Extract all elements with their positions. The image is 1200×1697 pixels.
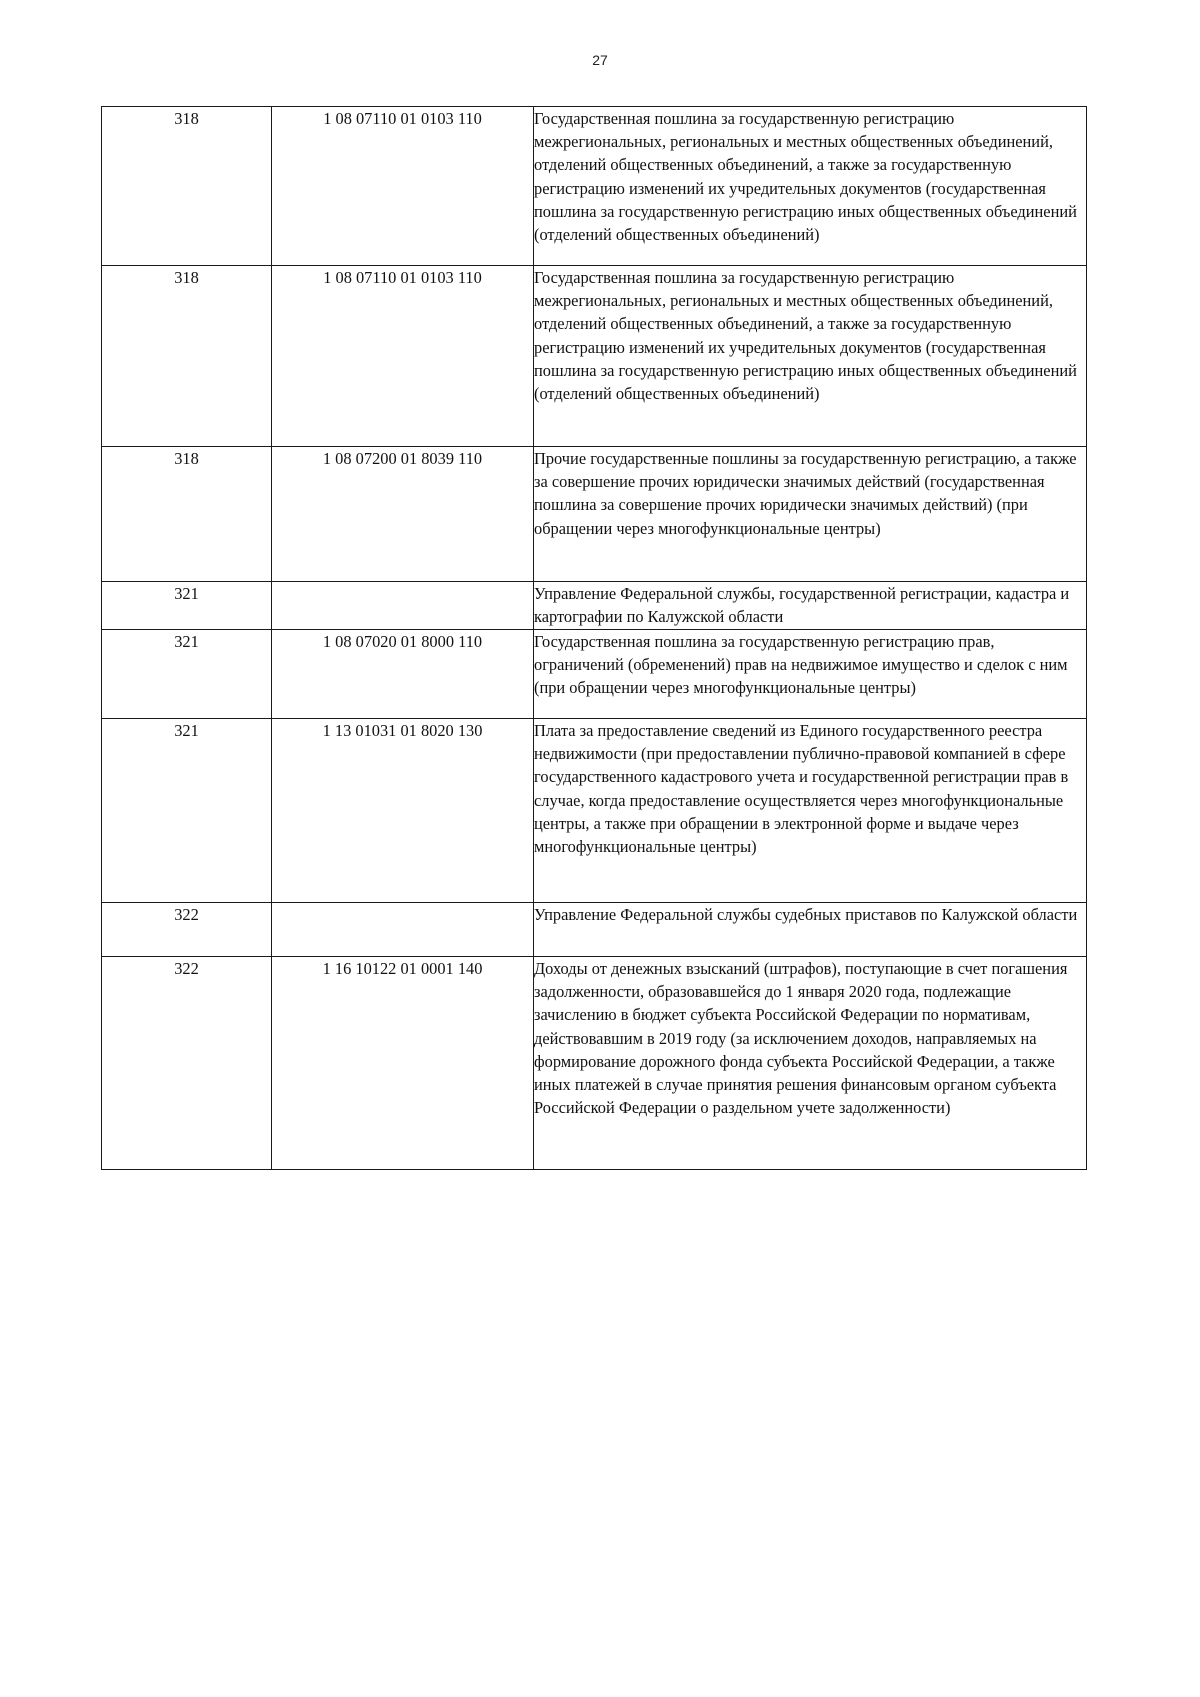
admin-code-cell: 321: [102, 582, 272, 630]
description-cell: Управление Федеральной службы, государственной регистрации, кадастра и картографии по Калужской области: [534, 582, 1087, 630]
description-cell: Управление Федеральной службы судебных приставов по Калужской области: [534, 903, 1087, 957]
admin-code-cell: 322: [102, 903, 272, 957]
description-cell: Государственная пошлина за государственную регистрацию межрегиональных, региональных и местных общественных объединений, отделений общественных объединений, а также за государственную регистрацию изменений их учредительных документов (государственная пошлина за государственную регистрацию иных общественных объединений (отделений общественных объединений): [534, 107, 1087, 266]
admin-code-cell: 321: [102, 630, 272, 719]
admin-code-cell: 321: [102, 719, 272, 903]
table-row: [102, 719, 1087, 903]
admin-code-cell: 318: [102, 447, 272, 582]
table-row: [102, 266, 1087, 447]
budget-code-cell: 1 08 07110 01 0103 110: [272, 107, 534, 266]
budget-code-cell: 1 08 07020 01 8000 110: [272, 630, 534, 719]
description-cell: Прочие государственные пошлины за государственную регистрацию, а также за совершение прочих юридически значимых действий (государственная пошлина за совершение прочих юридически значимых действий) (при обращении через многофункциональные центры): [534, 447, 1087, 582]
admin-code-cell: 318: [102, 266, 272, 447]
description-cell: Доходы от денежных взысканий (штрафов), поступающие в счет погашения задолженности, образовавшейся до 1 января 2020 года, подлежащие зачислению в бюджет субъекта Российской Федерации по нормативам, действовавшим в 2019 году (за исключением доходов, направляемых на формирование дорожного фонда субъекта Российской Федерации, а также иных платежей в случае принятия решения финансовым органом субъекта Российской Федерации о раздельном учете задолженности): [534, 957, 1087, 1170]
table-row: [102, 582, 1087, 630]
page-number: 27: [592, 52, 608, 68]
budget-code-cell: 1 13 01031 01 8020 130: [272, 719, 534, 903]
description-cell: Государственная пошлина за государственную регистрацию прав, ограничений (обременений) прав на недвижимое имущество и сделок с ним (при обращении через многофункциональные центры): [534, 630, 1087, 719]
table-row: [102, 447, 1087, 582]
budget-code-cell: 1 08 07200 01 8039 110: [272, 447, 534, 582]
table-row: [102, 903, 1087, 957]
description-cell: Плата за предоставление сведений из Единого государственного реестра недвижимости (при предоставлении публично-правовой компанией в сфере государственного кадастрового учета и государственной регистрации прав в случае, когда предоставление осуществляется через многофункциональные центры, а также при обращении в электронной форме и выдаче через многофункциональные центры): [534, 719, 1087, 903]
budget-code-cell: [272, 582, 534, 630]
table-row: [102, 630, 1087, 719]
description-cell: Государственная пошлина за государственную регистрацию межрегиональных, региональных и местных общественных объединений, отделений общественных объединений, а также за государственную регистрацию изменений их учредительных документов (государственная пошлина за государственную регистрацию иных общественных объединений (отделений общественных объединений): [534, 266, 1087, 447]
budget-code-cell: [272, 903, 534, 957]
budget-code-cell: 1 16 10122 01 0001 140: [272, 957, 534, 1170]
admin-code-cell: 322: [102, 957, 272, 1170]
table-row: [102, 957, 1087, 1170]
admin-code-cell: 318: [102, 107, 272, 266]
table-row: [102, 107, 1087, 266]
revenue-codes-table: [101, 106, 1087, 1170]
budget-code-cell: 1 08 07110 01 0103 110: [272, 266, 534, 447]
